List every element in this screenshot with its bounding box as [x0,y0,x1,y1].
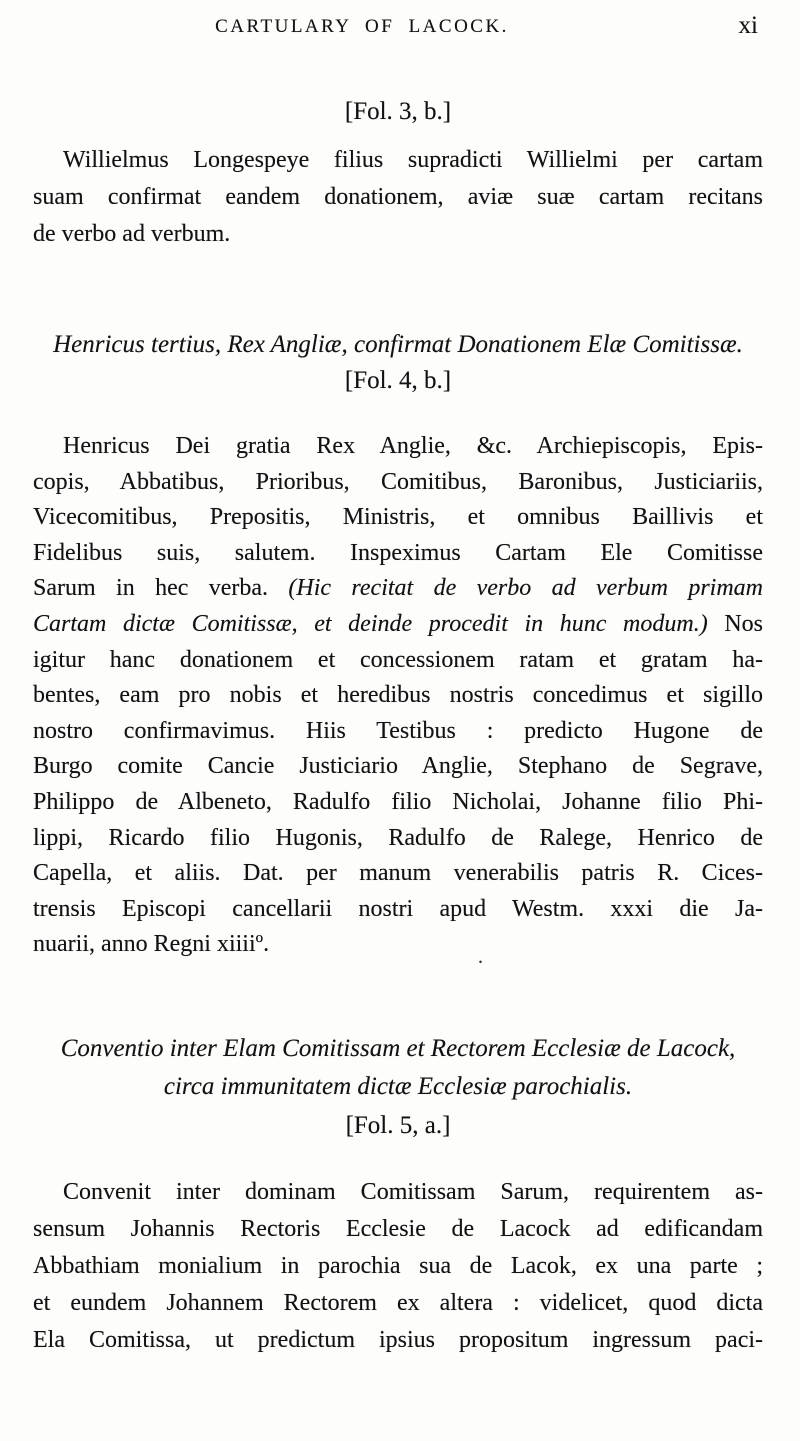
text-line [33,142,763,179]
text-line [33,1322,763,1359]
text-run: Convenit inter dominam Comitissam Sarum, requirentem as- [63,1179,763,1205]
text-run: nostro confirmavimus. Hiis Testibus : predicto Hugone de [33,717,763,744]
running-title: CARTULARY OF LACOCK. [215,16,509,37]
text-run: Burgo comite Cancie Justiciario Anglie, Stephano de Segrave, [33,753,763,780]
folio-label: [Fol. 5, a.] [345,1112,451,1139]
heading-line: Conventio inter Elam Comitissam et Rectorem Ecclesiæ de Lacock, [60,1035,736,1062]
text-run: et eundem Johannem Rectorem ex altera : videlicet, quod dicta [33,1290,763,1316]
text-run: sensum Johannis Rectoris Ecclesie de Lacock ad edificandam [33,1216,763,1242]
text-run: nuarii, anno Regni xiiiiº. [33,931,270,958]
text-line [33,821,763,857]
paragraph [33,1174,763,1359]
text-line [33,607,763,643]
text-run: Vicecomitibus, Prepositis, Ministris, et omnibus Baillivis et [33,504,763,531]
text-run: igitur hanc donationem et concessionem ratam et gratam ha- [33,646,763,673]
text-run: suam confirmat eandem donationem, aviæ suæ cartam recitans [33,184,763,210]
text-run: Henricus Dei gratia Rex Anglie, &c. Archiepiscopis, Epis- [63,433,763,459]
text-line [33,500,763,536]
text-line [33,536,763,572]
text-line [33,1285,763,1322]
text-line [33,179,763,216]
heading-line: circa immunitatem dictæ Ecclesiæ parochialis. [163,1073,633,1100]
text-run: copis, Abbatibus, Prioribus, Comitibus, Baronibus, Justiciariis, [33,468,763,495]
text-line [33,643,763,679]
text-run: Ela Comitissa, ut predictum ipsius propositum ingressum paci- [33,1327,763,1353]
text-line [33,216,763,253]
text-run: Capella, et aliis. Dat. per manum venerabilis patris R. Cices- [33,860,763,887]
text-line [33,429,763,465]
text-run: bentes, eam pro nobis et heredibus nostris concedimus et sigillo [33,682,763,709]
paragraph [33,429,763,963]
text-run: Philippo de Albeneto, Radulfo filio Nicholai, Johanne filio Phi- [33,788,763,815]
text-run: Abbathiam monialium in parochia sua de Lacok, ex una parte ; [33,1253,763,1279]
paragraph [33,142,763,253]
text-line [33,927,763,963]
text-run: Sarum in hec verba. [33,575,289,602]
folio-label: [Fol. 3, b.] [344,98,452,125]
text-line [33,1174,763,1211]
italic-run: (Hic recitat de verbo ad verbum primam [288,575,763,602]
text-line [33,892,763,928]
text-run: lippi, Ricardo filio Hugonis, Radulfo de Ralege, Henrico de [33,824,763,851]
section-heading [20,326,776,364]
text-run: trensis Episcopi cancellarii nostri apud Westm. xxxi die Ja- [33,895,763,922]
text-line [33,1248,763,1285]
text-line [33,714,763,750]
text-run: Fidelibus suis, salutem. Inspeximus Cartam Ele Comitisse [33,539,763,566]
text-line [33,571,763,607]
italic-run: Cartam dictæ Comitissæ, et deinde procedit in hunc modum.) [33,610,708,637]
section-heading [20,1030,776,1106]
text-line [33,856,763,892]
text-line [33,1211,763,1248]
text-run: Nos [707,610,764,637]
text-line [33,785,763,821]
separator-dot: . [478,946,483,968]
text-line [33,749,763,785]
text-run: de verbo ad verbum. [33,221,231,247]
text-line [33,678,763,714]
text-run: Willielmus Longespeye filius supradicti Willielmi per cartam [63,147,763,173]
page-number: xi [738,12,758,39]
heading-line: Henricus tertius, Rex Angliæ, confirmat Donationem Elæ Comitissæ. [53,331,743,358]
text-line [33,465,763,501]
folio-label: [Fol. 4, b.] [344,367,452,394]
